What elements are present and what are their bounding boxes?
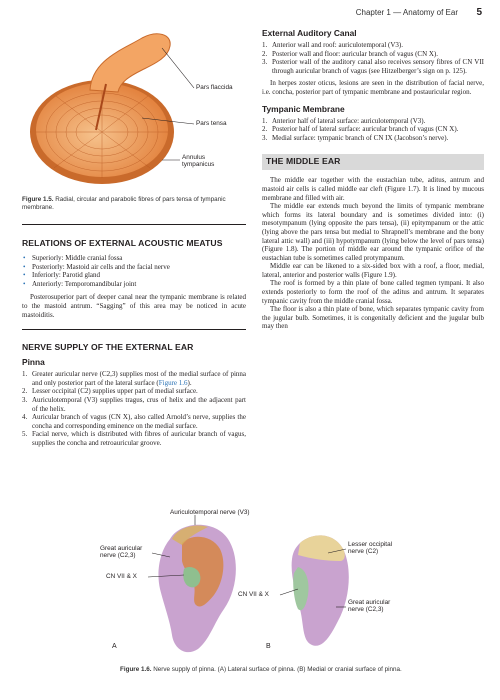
middle-ear-paragraph: The floor is also a thin plate of bone, which separates tympanic cavity from the jugular bulb. Sometimes, it is congenitally deficient and the jugular bulb may then [262,305,484,331]
panel-label-b: B [266,643,271,650]
eac-list [262,41,484,75]
middle-ear-paragraph: Middle ear can be likened to a six-sided box with a roof, a floor, medial, lateral, anterior and posterior walls (Figure 1.9). [262,262,484,279]
relations-paragraph: Posterosuperior part of deeper canal near the tympanic membrane is related to the mastoid antrum. “Sagging” of this area may be noticed in acute mastoiditis. [22,293,246,319]
caption-text: Radial, circular and parabolic fibres of pars tensa of tympanic membrane. [22,196,226,211]
list-item: • Anteriorly: Temporomandibular joint [22,280,246,289]
label-lesser-occipital-nerve: Lesser occipital nerve (C2) [348,541,393,556]
figure-1-5-caption [22,196,246,212]
caption-label: Figure 1.5. [22,196,54,203]
middle-ear-heading: THE MIDDLE EAR [266,156,341,167]
caption-text: Nerve supply of pinna. (A) Lateral surface of pinna. (B) Medial or cranial surface of pinna. [153,666,402,673]
label-cn-vii-x-a: CN VII & X [106,573,137,580]
list-item: 3. Auriculotemporal (V3) supplies tragus, crus of helix and the adjacent part of the helix. [22,395,246,413]
divider [22,329,246,330]
caption-label: Figure 1.6. [120,666,152,673]
figure-1-5 [22,20,246,190]
list-item: 1. Anterior wall and roof: auriculotemporal (V3). [262,41,404,49]
list-item: • Posteriorly: Mastoid air cells and the facial nerve [22,263,246,272]
figure-link[interactable]: Figure 1.6 [158,378,188,387]
label-great-auricular-nerve-a: Great auricular nerve (C2,3) [100,545,143,560]
middle-ear-paragraph: The roof is formed by a thin plate of bone called tegmen tympani. It also extends posteriorly to form the roof of the aditus and antrum. It separates tympanic cavity from the middle cranial fossa. [262,279,484,305]
list-item: 5. Facial nerve, which is distributed with fibres of auricular branch of vagus, supplies the concha and retroauricular groove. [22,430,246,447]
herpes-zoster-paragraph: In herpes zoster oticus, lesions are seen in the distribution of facial nerve, i.e. concha, posterior part of tympanic membrane and postauricular region. [262,79,484,96]
relations-heading: RELATIONS OF EXTERNAL ACOUSTIC MEATUS [22,238,223,248]
nerve-supply-heading: NERVE SUPPLY OF THE EXTERNAL EAR [22,342,194,353]
list-item: 3. Posterior wall of the auditory canal also receives sensory fibres of CN VII through auricular branch of vagus (see Hitzelberger’s sign on p. 125). [262,58,484,75]
figure-1-6 [100,509,400,661]
list-item: 2. Posterior half of lateral surface: auricular branch of vagus (CN X). [262,125,459,134]
label-great-auricular-nerve-b: Great auricular nerve (C2,3) [348,599,391,614]
list-item: 1. Anterior half of lateral surface: auriculotemporal (V3). [262,116,426,125]
middle-ear-section-bar [262,154,484,170]
external-auditory-canal-heading: External Auditory Canal [262,28,357,38]
label-pars-tensa: Pars tensa [196,120,227,127]
relations-list [22,254,246,288]
running-header [262,8,482,22]
label-cn-vii-x-b: CN VII & X [238,591,269,598]
list-item: 2. Lesser occipital (C2) supplies upper part of medial surface. [22,387,198,396]
pinna-heading: Pinna [22,357,45,368]
chapter-title: Chapter 1 — Anatomy of Ear [355,8,458,17]
list-item: 4. Auricular branch of vagus (CN X), also called Arnold’s nerve, supplies the concha and corresponding eminence on the medial surface. [22,413,246,430]
left-column [22,20,246,448]
label-auriculotemporal-nerve: Auriculotemporal nerve (V3) [170,509,250,516]
figure-1-6-caption [120,666,450,673]
middle-ear-paragraph: The middle ear extends much beyond the limits of tympanic membrane which forms its lateral boundary and is sometimes divided into: (i) mesotympanum (lying opposite the pars tensa), (ii) epitympanum or the attic (lying above the pars tensa but medial to Shrapnell’s membrane and the bony lateral attic wall) and (iii) hypotympanum (lying below the level of pars tensa) (Figure 1.8). The portion of middle ear around the tympanic orifice of the eustachian tube is sometimes called protympanum. [262,202,484,262]
label-pars-flaccida: Pars flaccida [196,84,233,91]
tympanic-membrane-heading: Tympanic Membrane [262,103,345,114]
right-column [262,28,484,331]
middle-ear-paragraph: The middle ear together with the eustachian tube, aditus, antrum and mastoid air cells is called middle ear cleft (Figure 1.7). It is lined by mucous membrane and filled with air. [262,176,484,202]
tm-list [262,117,484,143]
list-item: • Superiorly: Middle cranial fossa [22,254,246,263]
list-item: 1. Greater auricular nerve (C2,3) supplies most of the medial surface of pinna and only posterior part of the lateral surface (Figure 1.6). [22,370,246,387]
panel-label-a: A [112,643,117,650]
list-item: • Inferiorly: Parotid gland [22,271,246,280]
pinna-nerve-list [22,370,246,447]
page-number: 5 [476,7,482,18]
list-item: 2. Posterior wall and floor: auricular branch of vagus (CN X). [262,49,439,58]
pinna-nerve-illustration [100,509,400,661]
divider [22,224,246,225]
label-annulus-tympanicus: Annulus tympanicus [182,154,215,169]
list-item: 3. Medial surface: tympanic branch of CN IX (Jacobson’s nerve). [262,133,449,142]
